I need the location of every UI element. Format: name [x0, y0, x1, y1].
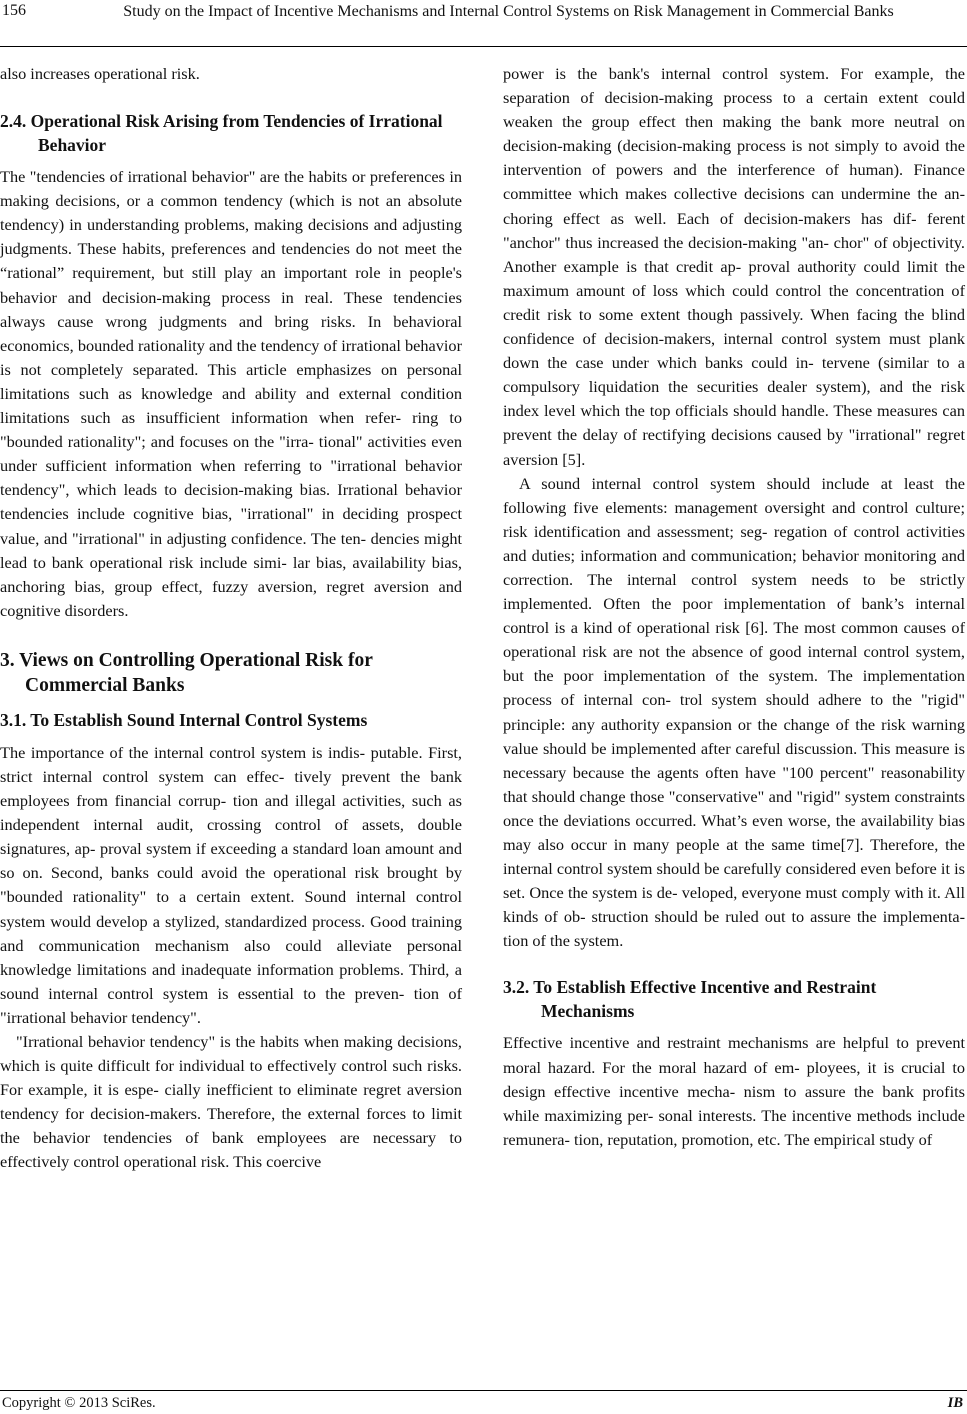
right-column	[503, 62, 965, 1152]
footer-rule	[0, 1390, 967, 1391]
page-number: 156	[2, 2, 26, 19]
header-rule	[0, 46, 967, 47]
paragraph-incentive-mechanisms: Effective incentive and restraint mechanisms are helpful to prevent moral hazard. For the moral hazard of em- ployees, it is crucial to design effective incentive mecha- nism to assure the bank profits while maximizing per- sonal interests. The incentive methods include remunera- tion, reputation, promotion, etc. The empirical study of	[503, 1033, 965, 1149]
paragraph-five-elements: A sound internal control system should include at least the following five elements: management oversight and control culture; risk identification and assessment; seg- regation of control activities and duties; information and communication; behavior monitoring and correction. The internal control system needs to be strictly implemented. Often the poor implementation of bank’s internal control is a kind of operational risk [6]. The most common causes of operational risk are not the absence of good internal control system, but the poor implementation of the system. The implementation process of internal con- trol system should adhere to the "rigid" principle: any authority expansion or the change of the risk warning value should be implemented after careful discussion. This measure is necessary because the agents often have "100 percent" reasonability that should change those "conservative" and "rigid" system constraints once the deviations occurred. What’s even worse, the availability bias may also occur in many people at the same time[7]. Therefore, the internal control system should be carefully considered even before it is set. Once the system is de- veloped, everyone must comply with it. All kinds of ob- struction should be ruled out to assure the implementa- tion of the system.	[503, 473, 965, 951]
left-column	[0, 62, 462, 1175]
paragraph-irrational-behavior: The "tendencies of irrational behavior" are the habits or preferences in making decisions, or a common tendency (which is not an absolute tendency) in understanding problems, making decisions and adjusting judgments. These habits, preferences and tendencies do not meet the “rational” requirement, but still play an important role in people's behavior and decision-making process in real. These tendencies always cause wrong judgments and bring risks. In behavioral economics, bounded rationality and the tendency of irrational behavior is not completely separated. This article emphasizes on personal limitations such as knowledge and ability and external condition limitations such as insufficient information when refer- ring to "bounded rationality"; and focuses on the "irra- tional" activities even under sufficient information when referring to "irrational behavior tendency", which leads to decision-making bias. Irrational behavior tendencies include cognitive bias, "irrational" in deciding prospect value, and "irrational" in adjusting confidence. The ten- dencies might lead to bank operational risk include simi- lar bias, availability bias, anchoring bias, group effect, fuzzy aversion, regret aversion and cognitive disorders.	[0, 167, 462, 620]
paragraph-internal-control-importance: The importance of the internal control system is indis- putable. First, strict internal control system can effec- tively prevent the bank employees from financial corrup- tion and illegal activities, such as independent internal audit, crossing control of assets, double signatures, ap- proval system if exceeding a standard loan amount and so on. Second, banks could avoid the operational risk brought by "bounded rationality" to a certain extent. Sound internal control system would develop a stylized, standardized process. Good training and communication mechanism also could alleviate personal knowledge limitations and inadequate information problems. Third, a sound internal control system is essential to the preven- tion of "irrational behavior tendency".	[0, 742, 462, 1027]
paragraph-continuation: also increases operational risk.	[0, 64, 200, 83]
paragraph-irrational-tendency: "Irrational behavior tendency" is the habits when making decisions, which is quite difficult for individual to effectively control such risks. For example, it is espe- cially inefficient to eliminate regret aversion tendency for decision-makers. Therefore, the external forces to limit the behavior tendencies of bank employees are necessary to effectively control operational risk. This coercive	[0, 1032, 462, 1172]
journal-abbreviation: IB	[947, 1395, 963, 1411]
section-heading-2-4: 2.4. Operational Risk Arising from Tendencies of Irrational Behavior	[0, 111, 443, 156]
section-heading-3-2: 3.2. To Establish Effective Incentive and Restraint Mechanisms	[503, 977, 877, 1022]
copyright-notice: Copyright © 2013 SciRes.	[2, 1395, 156, 1411]
section-heading-3-1: 3.1. To Establish Sound Internal Control Systems	[0, 709, 368, 730]
paragraph-coercive-power: power is the bank's internal control system. For example, the separation of decision-making process to a certain extent could weaken the group effect then making the bank more neutral on decision-making (decision-making process is not simply to avoid the intervention of powers and the interference of human). Finance committee which makes collective decisions can undermine the an- choring effect as well. Each of decision-makers has dif- ferent "anchor" thus increased the decision-making "an- chor" of objectivity. Another example is that credit ap- proval authority could limit the maximum amount of loss which could control the concentration of credit risk to some extent though passively. When facing the blind confidence of decision-makers, internal control system must plank down the case under which banks could in- tervene (similar to a compulsory liquidation the securities dealer system), and the risk index level which the top officials should handle. These measures can prevent the delay of rectifying decisions caused by "irrational" regret aversion [5].	[503, 64, 965, 469]
running-title: Study on the Impact of Incentive Mechanisms and Internal Control Systems on Risk Management in Commercial Banks	[123, 3, 894, 20]
page-header	[0, 0, 967, 48]
section-heading-3: 3. Views on Controlling Operational Risk for Commercial Banks	[0, 649, 373, 696]
